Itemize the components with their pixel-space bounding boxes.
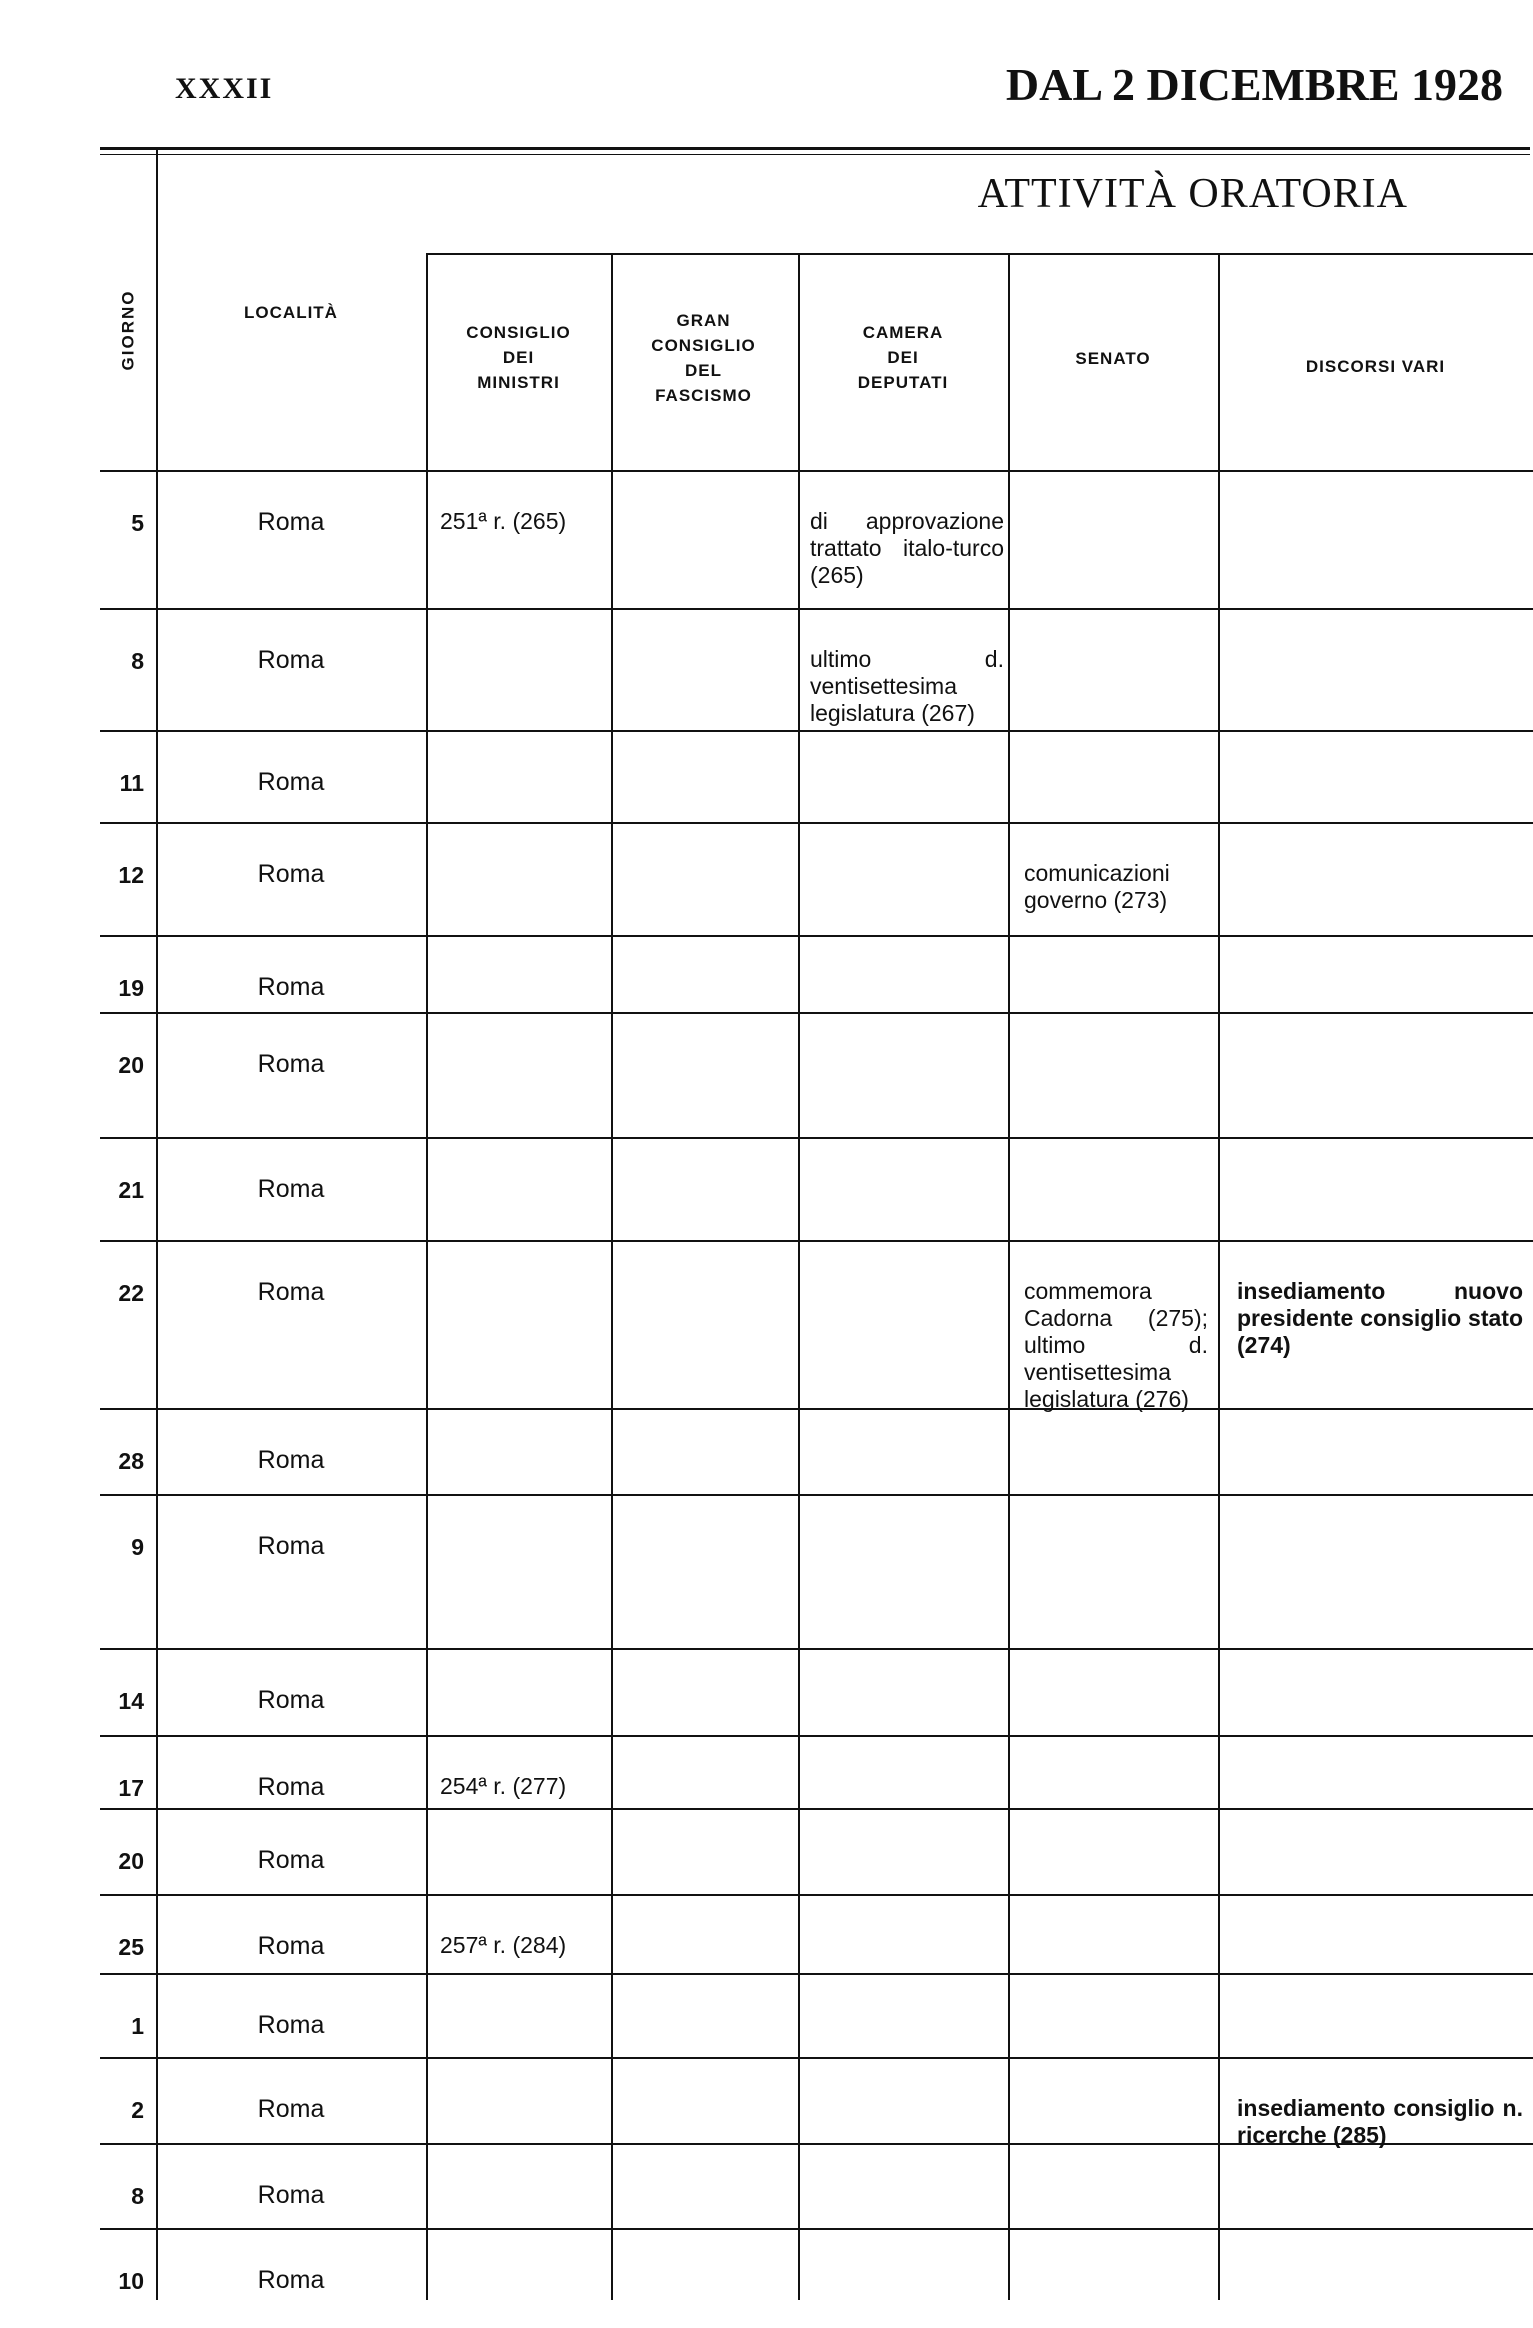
column-header-line: DEI [887, 348, 919, 367]
row-divider [100, 822, 1533, 824]
cell-giorno: 5 [131, 510, 144, 536]
cell-localita: Roma [257, 973, 325, 1001]
row-divider [100, 1012, 1533, 1014]
header-rule [100, 147, 1530, 150]
row-divider [100, 730, 1533, 732]
cell-localita: Roma [257, 1175, 325, 1203]
cell-localita: Roma [257, 1532, 325, 1560]
column-header-giorno [100, 275, 156, 385]
column-header-line: FASCISMO [655, 386, 752, 405]
cell-giorno: 22 [118, 1280, 144, 1306]
row-divider [100, 608, 1533, 610]
cell-giorno: 10 [118, 2268, 144, 2294]
cell-consiglio: 257ª r. (284) [440, 1932, 567, 1958]
row-divider [100, 1735, 1533, 1737]
column-header-line: CAMERA [862, 323, 944, 342]
cell-localita: Roma [257, 768, 325, 796]
column-header-giorno-label: GIORNO [118, 289, 138, 371]
row-divider [100, 1808, 1533, 1810]
cell-giorno: 2 [131, 2097, 144, 2123]
cell-localita: Roma [257, 1846, 325, 1874]
column-header-camera [798, 320, 1008, 395]
cell-localita: Roma [257, 1932, 325, 1960]
column-header-localita: LOCALITÀ [244, 303, 338, 322]
cell-giorno: 19 [118, 975, 144, 1001]
cell-camera: ultimo d. ventisettesima legislatura (267) [810, 646, 1004, 726]
cell-giorno: 12 [118, 862, 144, 888]
cell-giorno: 14 [118, 1688, 144, 1714]
column-header-line: DEI [502, 348, 535, 367]
cell-localita: Roma [257, 2011, 325, 2039]
cell-giorno: 20 [118, 1848, 144, 1874]
cell-giorno: 28 [118, 1448, 144, 1474]
column-header-line: CONSIGLIO [466, 323, 571, 342]
cell-giorno: 1 [131, 2013, 144, 2039]
column-header-line: GRAN [676, 311, 731, 330]
cell-localita: Roma [257, 1773, 325, 1801]
row-divider [100, 470, 1533, 472]
cell-senato: comunicazioni governo (273) [1024, 860, 1170, 913]
cell-camera: di approvazione trattato italo-turco (265) [810, 508, 1004, 588]
cell-giorno: 25 [118, 1934, 144, 1960]
cell-giorno: 9 [131, 1534, 144, 1560]
cell-localita: Roma [257, 1050, 325, 1078]
cell-localita: Roma [257, 860, 325, 888]
header-rule-thin [100, 154, 1530, 155]
page-number: XXXII [175, 72, 274, 105]
column-header-gran-consiglio [611, 308, 796, 408]
row-divider [100, 1240, 1533, 1242]
cell-giorno: 11 [119, 770, 144, 796]
cell-consiglio: 254ª r. (277) [440, 1773, 567, 1799]
row-divider [100, 2057, 1533, 2059]
row-divider [100, 1494, 1533, 1496]
column-divider [798, 255, 800, 2300]
cell-consiglio: 251ª r. (265) [440, 508, 567, 534]
row-divider [100, 2228, 1533, 2230]
column-divider [1008, 255, 1010, 2300]
row-divider [100, 1408, 1533, 1410]
column-divider [611, 255, 613, 2300]
column-divider [156, 150, 158, 2300]
column-divider [1218, 255, 1220, 2300]
running-title: DAL 2 DICEMBRE 1928 [1005, 59, 1503, 110]
cell-localita: Roma [257, 2095, 325, 2123]
cell-localita: Roma [257, 1686, 325, 1714]
column-header-line: DEL [685, 361, 722, 380]
cell-giorno: 8 [131, 648, 144, 674]
row-divider [100, 1973, 1533, 1975]
column-header-senato: SENATO [1075, 349, 1151, 368]
cell-localita: Roma [257, 1446, 325, 1474]
column-header-line: MINISTRI [477, 373, 560, 392]
cell-giorno: 21 [118, 1177, 144, 1203]
cell-localita: Roma [257, 1278, 325, 1306]
cell-discorsi: insediamento nuovo presidente consiglio stato (274) [1237, 1278, 1523, 1358]
cell-localita: Roma [257, 646, 325, 674]
cell-localita: Roma [257, 508, 325, 536]
row-divider [100, 1648, 1533, 1650]
column-header-discorsi-vari: DISCORSI VARI [1305, 357, 1446, 376]
cell-localita: Roma [257, 2266, 325, 2294]
cell-giorno: 8 [131, 2183, 144, 2209]
row-divider [100, 1137, 1533, 1139]
column-header-line: CONSIGLIO [651, 336, 756, 355]
cell-giorno: 20 [118, 1052, 144, 1078]
row-divider [100, 935, 1533, 937]
cell-giorno: 17 [118, 1775, 144, 1801]
cell-discorsi: insediamento consiglio n. ricerche (285) [1237, 2095, 1523, 2148]
group-title-rule [426, 253, 1533, 255]
column-header-consiglio-ministri [426, 320, 611, 395]
cell-localita: Roma [257, 2181, 325, 2209]
column-divider [426, 255, 428, 2300]
column-header-line: DEPUTATI [857, 373, 949, 392]
row-divider [100, 1894, 1533, 1896]
cell-senato: commemora Cadorna (275); ultimo d. ventisettesima legislatura (276) [1024, 1278, 1208, 1412]
group-title: ATTIVITÀ ORATORIA [977, 171, 1408, 217]
